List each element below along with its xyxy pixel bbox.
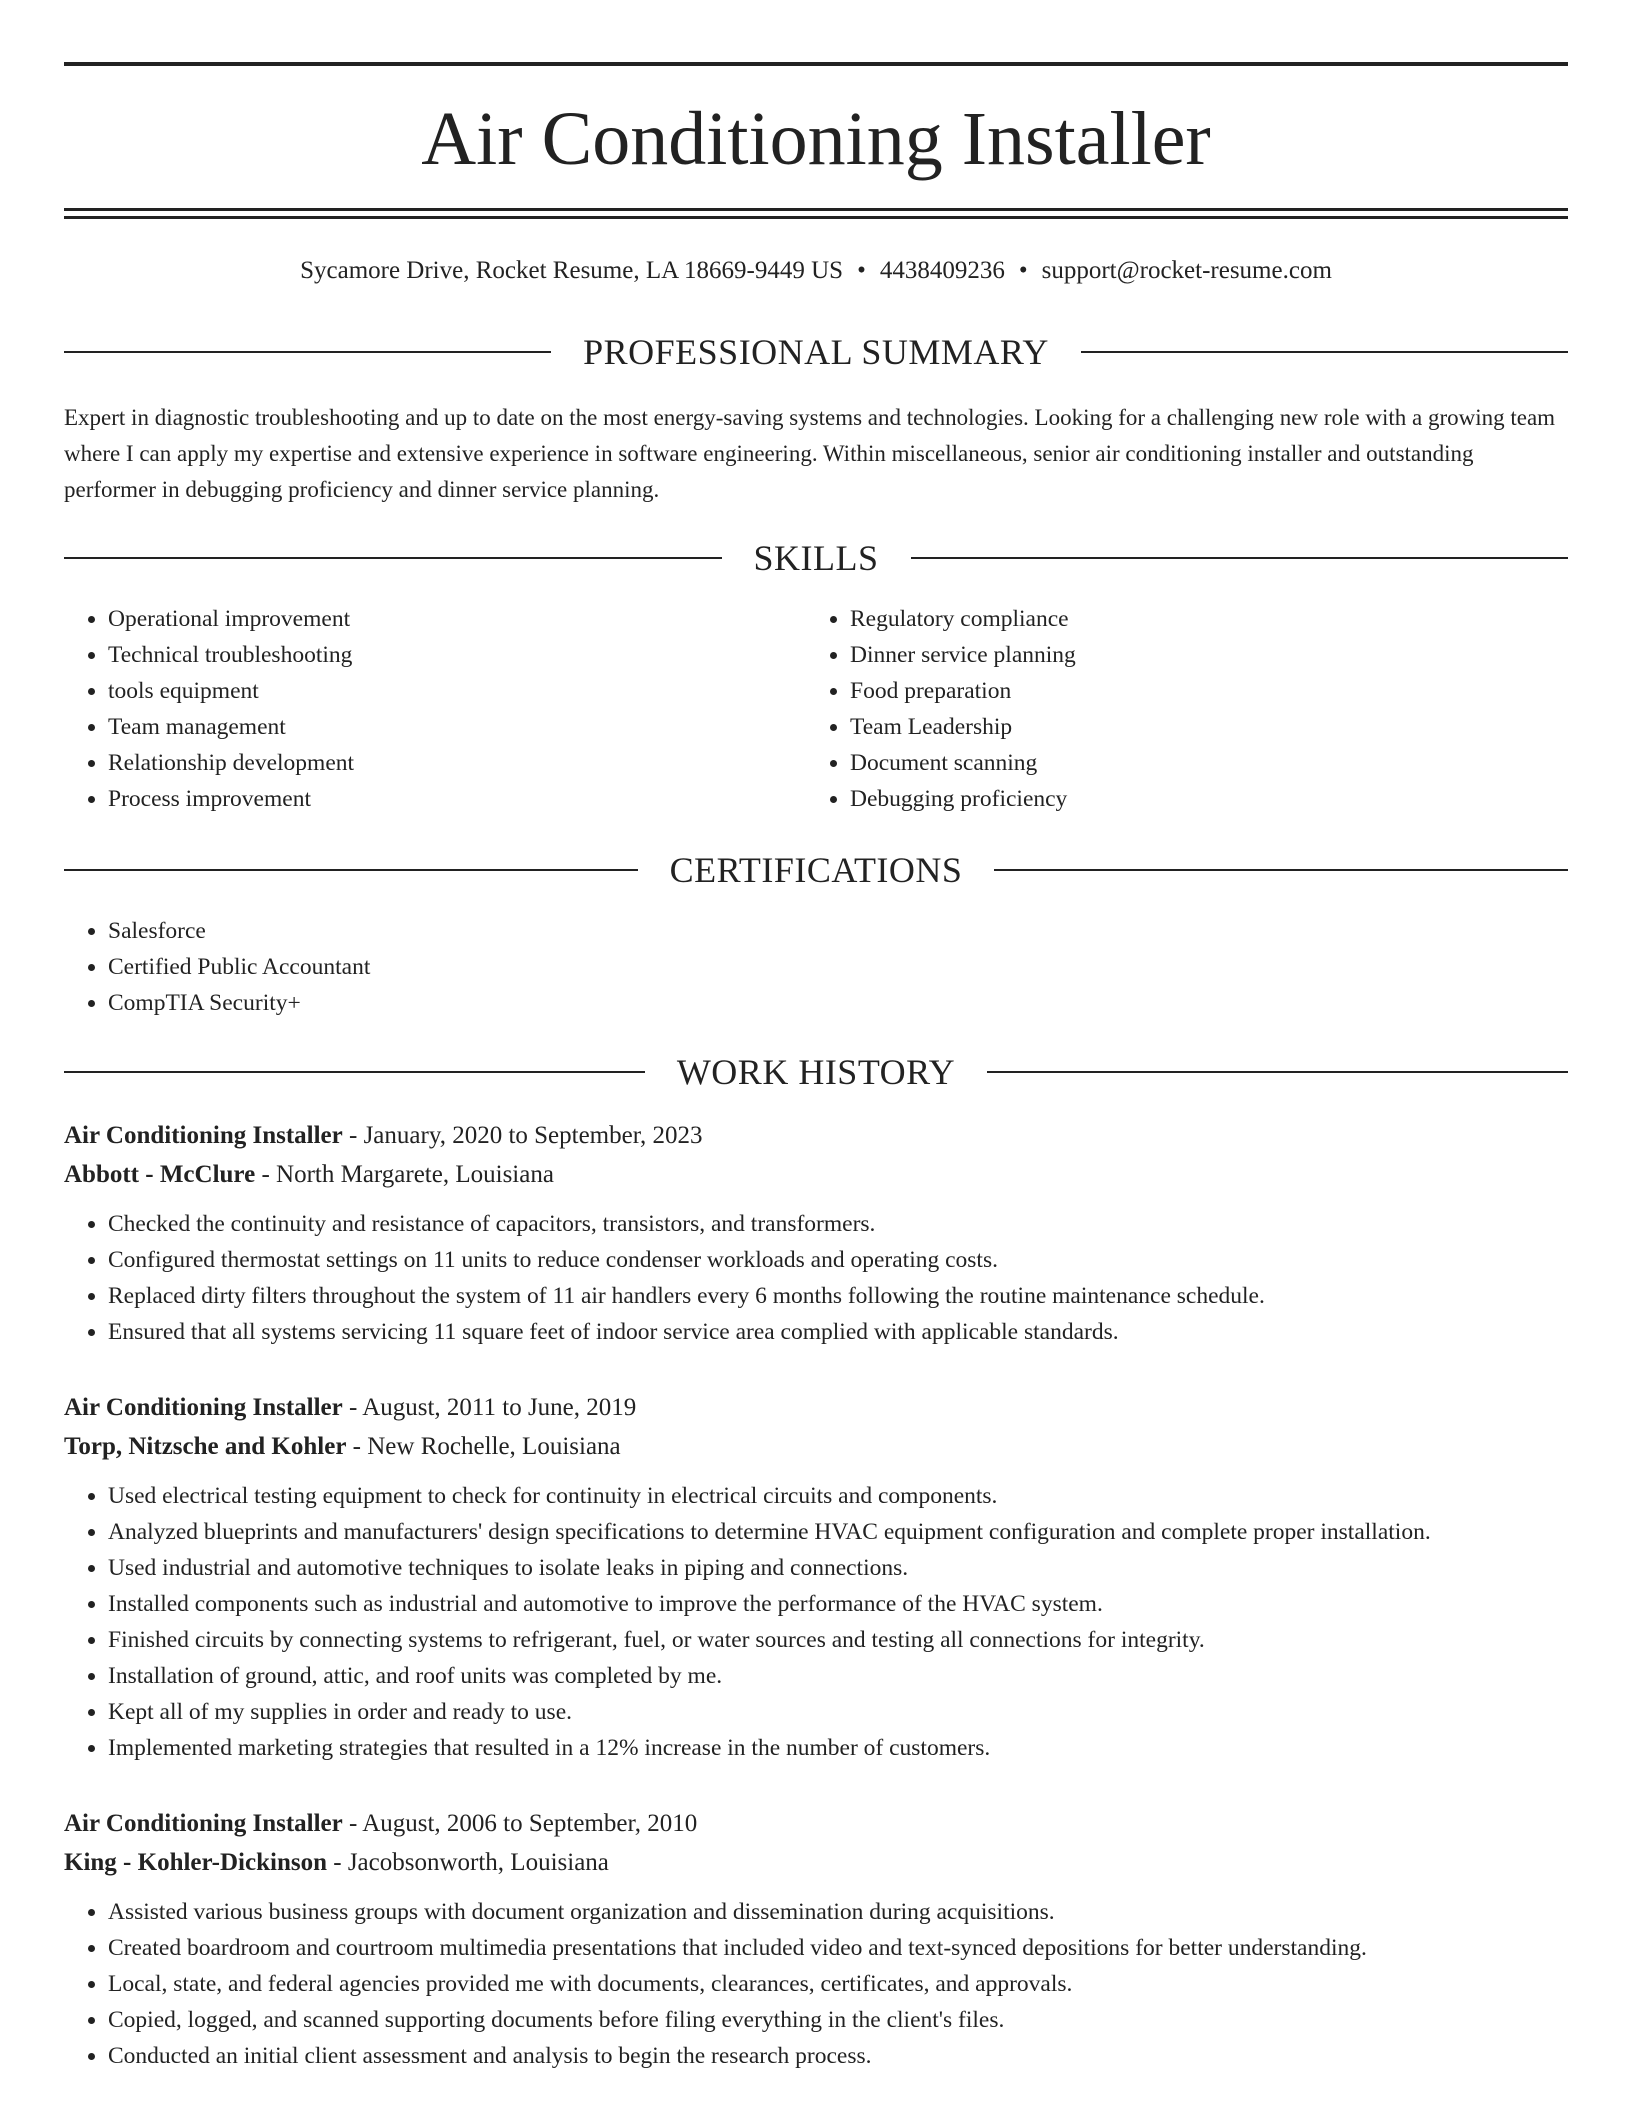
skills-heading xyxy=(64,536,1568,580)
job-bullet: • Used electrical testing equipment to check for continuity in electrical circuits and components. xyxy=(108,1478,1568,1514)
certifications-list-wrap xyxy=(64,913,864,1021)
contact-email: support@rocket-resume.com xyxy=(1041,257,1332,284)
heading-rule-right xyxy=(987,1071,1568,1073)
job-company-line xyxy=(64,1155,1568,1194)
job-title-line xyxy=(64,1116,1568,1155)
job-location: - North Margarete, Louisiana xyxy=(255,1161,554,1188)
heading-rule-left xyxy=(64,351,551,353)
job-bullet: • Kept all of my supplies in order and ready to use. xyxy=(108,1694,1568,1730)
heading-rule-right xyxy=(1081,351,1568,353)
job-location: - Jacobsonworth, Louisiana xyxy=(327,1849,609,1876)
job-bullet: • Replaced dirty filters throughout the system of 11 air handlers every 6 months following the routine maintenance schedule. xyxy=(108,1278,1568,1314)
certification-item: • Certified Public Accountant xyxy=(108,949,864,985)
skill-item: • Technical troubleshooting xyxy=(108,637,804,673)
job-bullet: • Ensured that all systems servicing 11 square feet of indoor service area complied with applicable standards. xyxy=(108,1314,1568,1350)
job-bullet: • Analyzed blueprints and manufacturers' design specifications to determine HVAC equipment configuration and complete proper installation. xyxy=(108,1514,1568,1550)
job-company-line xyxy=(64,1843,1568,1882)
heading-rule-left xyxy=(64,1071,645,1073)
summary-text: Expert in diagnostic troubleshooting and up to date on the most energy-saving systems and technologies. Looking for a challenging new role with a growing team where I can apply my expertise and extensive experience in software engineering. Within miscellaneous, senior air conditioning installer and outstanding performer in debugging proficiency and dinner service planning. xyxy=(64,405,1556,502)
skill-item: • Process improvement xyxy=(108,781,804,817)
heading-rule-left xyxy=(64,557,722,559)
job-location: - New Rochelle, Louisiana xyxy=(346,1433,621,1460)
job-company-line xyxy=(64,1427,1568,1466)
summary-heading xyxy=(64,330,1568,374)
contact-separator: • xyxy=(1018,257,1028,284)
heading-rule-left xyxy=(64,869,638,871)
job-bullet: • Created boardroom and courtroom multimedia presentations that included video and text-synced depositions for better understanding. xyxy=(108,1930,1568,1966)
job-bullets xyxy=(64,1206,1568,1350)
header-double-rule-lower xyxy=(64,216,1568,219)
skill-item: • Document scanning xyxy=(850,745,1546,781)
job-company: King - Kohler-Dickinson xyxy=(64,1849,327,1876)
skills-list-right xyxy=(806,601,1546,817)
job-role: Air Conditioning Installer xyxy=(64,1810,343,1837)
job-role: Air Conditioning Installer xyxy=(64,1394,343,1421)
skill-item: • tools equipment xyxy=(108,673,804,709)
job-dates: - August, 2006 to September, 2010 xyxy=(342,1810,698,1837)
contact-separator: • xyxy=(857,257,866,284)
job-entry xyxy=(64,1804,1568,2074)
header-top-rule xyxy=(64,62,1568,66)
job-bullet: • Conducted an initial client assessment and analysis to begin the research process. xyxy=(108,2038,1568,2074)
job-bullets xyxy=(64,1478,1568,1766)
job-title-line xyxy=(64,1388,1568,1427)
work-history-title: WORK HISTORY xyxy=(676,1052,956,1092)
skill-item: • Team Leadership xyxy=(850,709,1546,745)
heading-rule-right xyxy=(911,557,1569,559)
job-entry xyxy=(64,1388,1568,1766)
job-bullets xyxy=(64,1894,1568,2074)
contact-line xyxy=(64,254,1568,288)
skill-item: • Food preparation xyxy=(850,673,1546,709)
job-role: Air Conditioning Installer xyxy=(64,1122,343,1149)
job-company: Torp, Nitzsche and Kohler xyxy=(64,1433,347,1460)
contact-phone: 4438409236 xyxy=(879,257,1005,284)
job-company: Abbott - McClure xyxy=(64,1161,256,1188)
job-bullet: • Finished circuits by connecting systems to refrigerant, fuel, or water sources and testing all connections for integrity. xyxy=(108,1622,1568,1658)
certification-item: • CompTIA Security+ xyxy=(108,985,864,1021)
skill-item: • Relationship development xyxy=(108,745,804,781)
contact-address: Sycamore Drive, Rocket Resume, LA 18669-9449 US xyxy=(300,257,844,284)
skill-item: • Operational improvement xyxy=(108,601,804,637)
certifications-title: CERTIFICATIONS xyxy=(669,850,963,890)
job-bullet: • Configured thermostat settings on 11 units to reduce condenser workloads and operating costs. xyxy=(108,1242,1568,1278)
skill-item: • Debugging proficiency xyxy=(850,781,1546,817)
job-bullet: • Installation of ground, attic, and roof units was completed by me. xyxy=(108,1658,1568,1694)
skills-list-left xyxy=(64,601,804,817)
job-entry xyxy=(64,1116,1568,1350)
job-bullet: • Implemented marketing strategies that resulted in a 12% increase in the number of customers. xyxy=(108,1730,1568,1766)
certification-item: • Salesforce xyxy=(108,913,864,949)
job-bullet: • Local, state, and federal agencies provided me with documents, clearances, certificates, and approvals. xyxy=(108,1966,1568,2002)
job-dates: - August, 2011 to June, 2019 xyxy=(342,1394,637,1421)
skill-item: • Regulatory compliance xyxy=(850,601,1546,637)
job-bullet: • Checked the continuity and resistance of capacitors, transistors, and transformers. xyxy=(108,1206,1568,1242)
job-bullet: • Used industrial and automotive techniques to isolate leaks in piping and connections. xyxy=(108,1550,1568,1586)
certifications-heading xyxy=(64,848,1568,892)
skill-item: • Team management xyxy=(108,709,804,745)
job-bullet: • Copied, logged, and scanned supporting documents before filing everything in the client's files. xyxy=(108,2002,1568,2038)
summary-title: PROFESSIONAL SUMMARY xyxy=(583,332,1049,372)
work-history-heading xyxy=(64,1050,1568,1094)
certifications-list xyxy=(64,913,864,1021)
skills-title: SKILLS xyxy=(753,538,879,578)
skill-item: • Dinner service planning xyxy=(850,637,1546,673)
skills-column-left xyxy=(64,601,804,817)
job-title-line xyxy=(64,1804,1568,1843)
header-double-rule-upper xyxy=(64,208,1568,211)
job-dates: - January, 2020 to September, 2023 xyxy=(342,1122,703,1149)
candidate-name: Air Conditioning Installer xyxy=(421,97,1211,181)
job-bullet: • Installed components such as industrial and automotive to improve the performance of the HVAC system. xyxy=(108,1586,1568,1622)
skills-column-right xyxy=(806,601,1546,817)
job-bullet: • Assisted various business groups with document organization and dissemination during acquisitions. xyxy=(108,1894,1568,1930)
heading-rule-right xyxy=(994,869,1568,871)
